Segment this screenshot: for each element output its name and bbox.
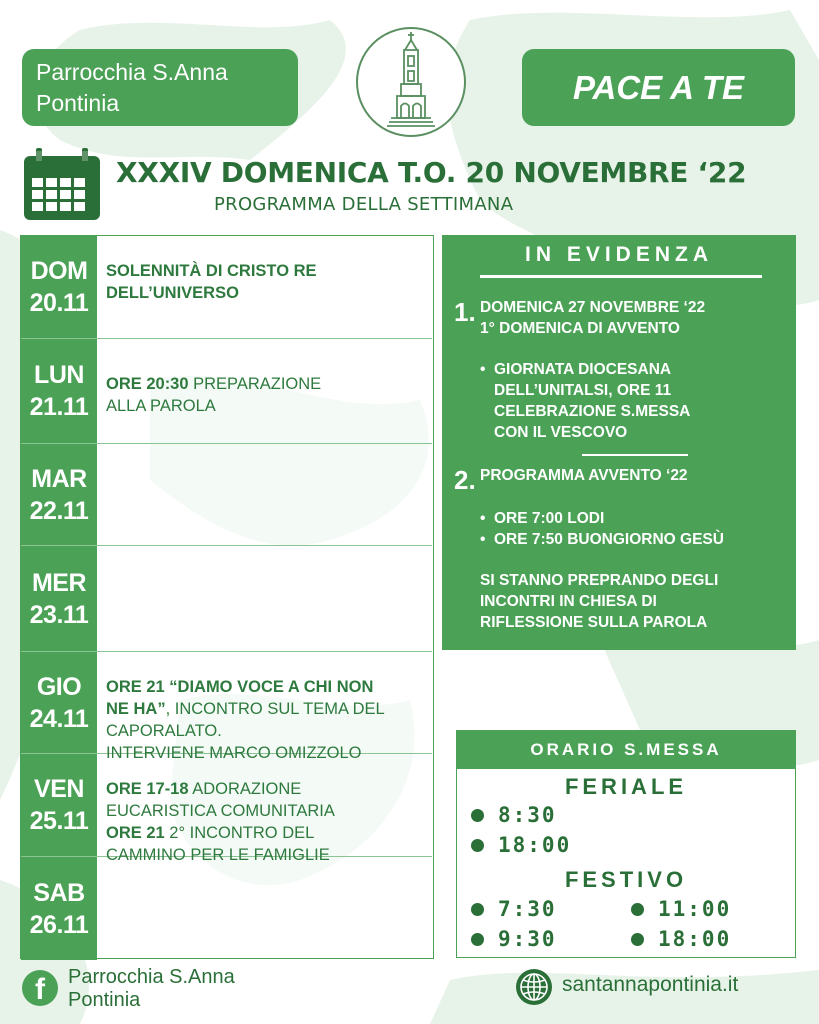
event-highlight: ORE 21	[106, 824, 165, 842]
event-highlight: NE HA”	[106, 700, 166, 718]
highlights-item-divider	[582, 454, 688, 456]
page-subtitle: PROGRAMMA DELLA SETTIMANA	[214, 194, 514, 215]
event-highlight: ORE 21 “DIAMO VOCE A CHI NON	[106, 678, 374, 696]
time-value: 9:30	[498, 927, 557, 951]
weekly-schedule	[20, 235, 434, 959]
day-date: 21.11	[29, 393, 89, 421]
event-line	[106, 800, 428, 822]
highlight-note-line: RIFLESSIONE SULLA PAROLA	[480, 614, 708, 631]
event-text: EUCARISTICA COMUNITARIA	[106, 802, 335, 820]
day-events	[106, 778, 428, 866]
weekday-label: FERIALE	[564, 774, 688, 799]
globe-icon	[515, 968, 553, 1006]
event-highlight: ORE 20:30	[106, 375, 189, 393]
highlight-item-1-line1: DOMENICA 27 NOVEMBRE ‘22	[480, 299, 706, 316]
time-value: 18:00	[658, 927, 732, 951]
highlight-item-2-line1: PROGRAMMA AVVENTO ‘22	[480, 467, 688, 484]
bullet-line: DELL’UNITALSI, ORE 11	[494, 382, 672, 399]
church-bell-tower-icon	[355, 26, 467, 138]
day-name: GIO	[36, 672, 82, 701]
weekday-time	[471, 803, 557, 827]
holiday-time	[471, 897, 557, 921]
day-name: DOM	[30, 257, 88, 285]
holiday-time	[631, 897, 731, 921]
event-highlight: DELL’UNIVERSO	[106, 284, 239, 302]
time-value: 7:30	[498, 897, 557, 921]
event-highlight: SOLENNITÀ DI CRISTO RE	[106, 262, 317, 280]
highlight-note-line: SI STANNO PREPRANDO DEGLI	[480, 572, 719, 589]
event-line	[106, 822, 428, 844]
bullet-line: CELEBRAZIONE S.MESSA	[494, 403, 691, 420]
schedule-day-row	[21, 339, 432, 444]
mass-times-title: ORARIO S.MESSA	[457, 731, 795, 769]
schedule-day-row	[21, 857, 432, 960]
event-text: 2° INCONTRO DEL	[164, 824, 315, 842]
parish-name-box	[22, 49, 298, 126]
highlight-item-1-line2: 1° DOMENICA DI AVVENTO	[480, 320, 680, 337]
event-line	[106, 698, 428, 720]
day-label	[21, 236, 97, 338]
day-date: 20.11	[29, 289, 89, 317]
highlights-title-divider	[480, 275, 762, 278]
highlight-note	[480, 570, 718, 633]
bullet-line: • ORE 7:00 LODI	[494, 510, 605, 527]
day-date: 22.11	[29, 496, 89, 525]
parish-name-line2: Pontinia	[36, 90, 120, 116]
page-title: XXXIV DOMENICA T.O. 20 NOVEMBRE ‘22	[116, 156, 747, 189]
highlight-item-1	[480, 297, 705, 339]
event-text: PREPARAZIONE	[188, 375, 322, 393]
day-name: MAR	[31, 464, 87, 493]
schedule-day-row	[21, 546, 432, 652]
event-line	[106, 778, 428, 800]
day-date: 24.11	[29, 704, 89, 733]
mass-times-panel	[456, 730, 796, 958]
website-link[interactable]: santannapontinia.it	[562, 973, 739, 996]
bullet-dot	[631, 903, 644, 916]
footer-parish-line2: Pontinia	[68, 989, 141, 1011]
time-value: 11:00	[658, 897, 732, 921]
event-line	[106, 720, 428, 742]
day-events	[106, 676, 428, 764]
list-item	[480, 359, 690, 443]
highlight-item-1-bullets	[480, 359, 690, 443]
parish-name-line1: Parrocchia S.Anna	[36, 59, 228, 85]
schedule-day-row	[21, 444, 432, 546]
time-value: 8:30	[498, 803, 557, 827]
day-label	[21, 444, 97, 545]
event-text: CAPORALATO.	[106, 722, 222, 740]
day-name: LUN	[34, 361, 84, 389]
bullet-line: • GIORNATA DIOCESANA	[494, 361, 672, 378]
weekday-time	[471, 833, 571, 857]
event-text: INTERVIENE MARCO OMIZZOLO	[106, 744, 362, 762]
schedule-day-row	[21, 236, 432, 339]
day-name: VEN	[34, 775, 84, 803]
motto-box	[522, 49, 795, 126]
event-line	[106, 395, 428, 417]
day-date: 26.11	[29, 910, 89, 939]
bullet-dot	[471, 839, 484, 852]
holiday-time	[471, 927, 557, 951]
bullet-dot	[471, 933, 484, 946]
footer-parish-line1: Parrocchia S.Anna	[68, 966, 235, 988]
list-item	[480, 508, 724, 529]
highlight-number-1: 1.	[454, 297, 476, 327]
facebook-letter: f	[35, 973, 45, 1006]
list-item	[480, 529, 724, 550]
event-text: ALLA PAROLA	[106, 397, 216, 415]
schedule-day-row	[21, 754, 432, 864]
facebook-icon[interactable]	[22, 970, 58, 1006]
event-line	[106, 282, 428, 304]
facebook-page-name[interactable]	[68, 966, 235, 1012]
day-label	[21, 546, 97, 651]
highlight-item-2-bullets	[480, 508, 724, 550]
bullet-dot	[471, 809, 484, 822]
event-line	[106, 260, 428, 282]
day-events	[106, 373, 428, 417]
calendar-icon	[22, 148, 102, 222]
holiday-label: FESTIVO	[564, 867, 688, 892]
event-highlight: ORE 17-18	[106, 780, 189, 798]
event-text: ADORAZIONE	[188, 780, 302, 798]
event-text: CAMMINO PER LE FAMIGLIE	[106, 846, 330, 864]
highlights-title: IN EVIDENZA	[524, 243, 713, 266]
holiday-time	[631, 927, 731, 951]
highlight-number-2: 2.	[454, 465, 476, 495]
day-events	[106, 260, 428, 304]
day-label	[21, 754, 97, 856]
event-text: , INCONTRO SUL TEMA DEL	[165, 700, 385, 718]
day-name: SAB	[33, 878, 85, 907]
time-value: 18:00	[498, 833, 572, 857]
day-label	[21, 652, 97, 753]
motto-text: PACE A TE	[572, 68, 745, 106]
bullet-dot	[631, 933, 644, 946]
event-line	[106, 373, 428, 395]
bullet-dot	[471, 903, 484, 916]
event-line	[106, 676, 428, 698]
highlight-note-line: INCONTRI IN CHIESA DI	[480, 593, 657, 610]
highlight-item-2	[480, 465, 688, 486]
day-date: 23.11	[29, 600, 89, 629]
day-name: MER	[31, 568, 87, 597]
bullet-line: CON IL VESCOVO	[494, 424, 628, 441]
schedule-day-row	[21, 652, 432, 762]
day-label	[21, 339, 97, 443]
day-date: 25.11	[29, 807, 89, 835]
highlights-panel	[442, 235, 796, 650]
day-label	[21, 857, 97, 960]
bullet-line: • ORE 7:50 BUONGIORNO GESÙ	[494, 531, 724, 548]
